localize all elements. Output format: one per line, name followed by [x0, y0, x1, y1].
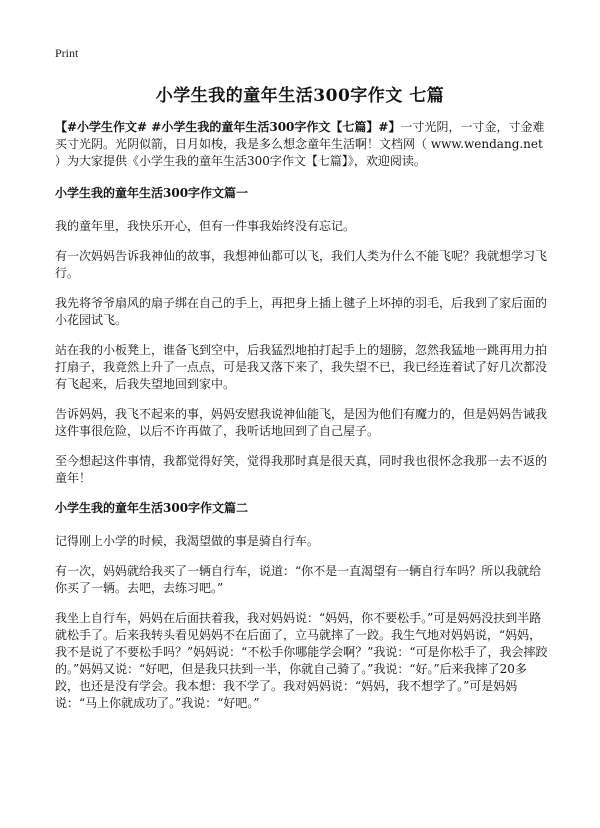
paragraph: 有一次，妈妈就给我买了一辆自行车，说道：“你不是一直渴望有一辆自行车吗？所以我就给你买了一辆。去吧，去练习吧。”: [55, 564, 542, 595]
paragraph: 至今想起这件事情，我都觉得好笑，觉得我那时真是很天真，同时我也很怀念我那一去不返的童年！: [55, 454, 548, 485]
paragraph: 有一次妈妈告诉我神仙的故事，我想神仙都可以飞，我们人类为什么不能飞呢？我就想学习飞行。: [55, 249, 548, 280]
print-label: Print: [55, 46, 79, 60]
section-one: [55, 185, 550, 487]
paragraph: 记得刚上小学的时候，我渴望做的事是骑自行车。: [55, 534, 320, 548]
paragraph: 站在我的小板凳上，谁备飞到空中，后我猛烈地拍打起手上的翅膀，忽然我猛地一跳再用力拍打扇子，我竟然上升了一点点，可是我又落下来了，我失望不已，我已经连着试了好几次都没有飞起来，后我失望地回到家中。: [55, 343, 548, 391]
document-title: 小学生我的童年生活300字作文 七篇: [155, 86, 445, 106]
section-two: [55, 500, 550, 712]
section-heading: 小学生我的童年生活300字作文篇二: [55, 501, 249, 515]
document-body: [55, 119, 550, 725]
paragraph: 告诉妈妈，我飞不起来的事，妈妈安慰我说神仙能飞，是因为他们有魔力的，但是妈妈告诫我这件事很危险，以后不许再做了，我听话地回到了自己屋子。: [55, 407, 548, 438]
intro-text: 一寸光阴，一寸金，寸金难买寸光阴。光阴似箭，日月如梭，我是多么想念童年生活啊！文档网（ www.wendang.net ）为大家提供《小学生我的童年生活300字作文【七篇】》，欢迎阅读。: [55, 120, 545, 168]
intro-paragraph: [55, 119, 550, 170]
paragraph: 我的童年里，我快乐开心，但有一件事我始终没有忘记。: [55, 219, 356, 233]
paragraph: 我坐上自行车，妈妈在后面扶着我，我对妈妈说：“妈妈，你不要松手。”可是妈妈没扶到半路就松手了。后来我转头看见妈妈不在后面了，立马就摔了一跤。我生气地对妈妈说，“妈妈，我不是说了不要松手吗？”妈妈说：“不松手你哪能学会啊？”我说：“可是你松手了，我会摔跤的。”妈妈又说：“好吧，但是我只扶到一半，你就自己骑了。”我说：“好。”后来我摔了20多跤，也还是没有学会。我本想：我不学了。我对妈妈说：“妈妈，我不想学了。”可是妈妈说：“马上你就成功了。”我说：“好吧。”: [55, 611, 548, 710]
paragraph: 我先将爷爷扇风的扇子绑在自己的手上，再把身上插上毽子上坏掉的羽毛，后我到了家后面的小花园试飞。: [55, 296, 548, 327]
intro-tagline: 【#小学生作文# #小学生我的童年生活300字作文【七篇】#】: [55, 120, 401, 134]
section-heading: 小学生我的童年生活300字作文篇一: [55, 186, 249, 200]
